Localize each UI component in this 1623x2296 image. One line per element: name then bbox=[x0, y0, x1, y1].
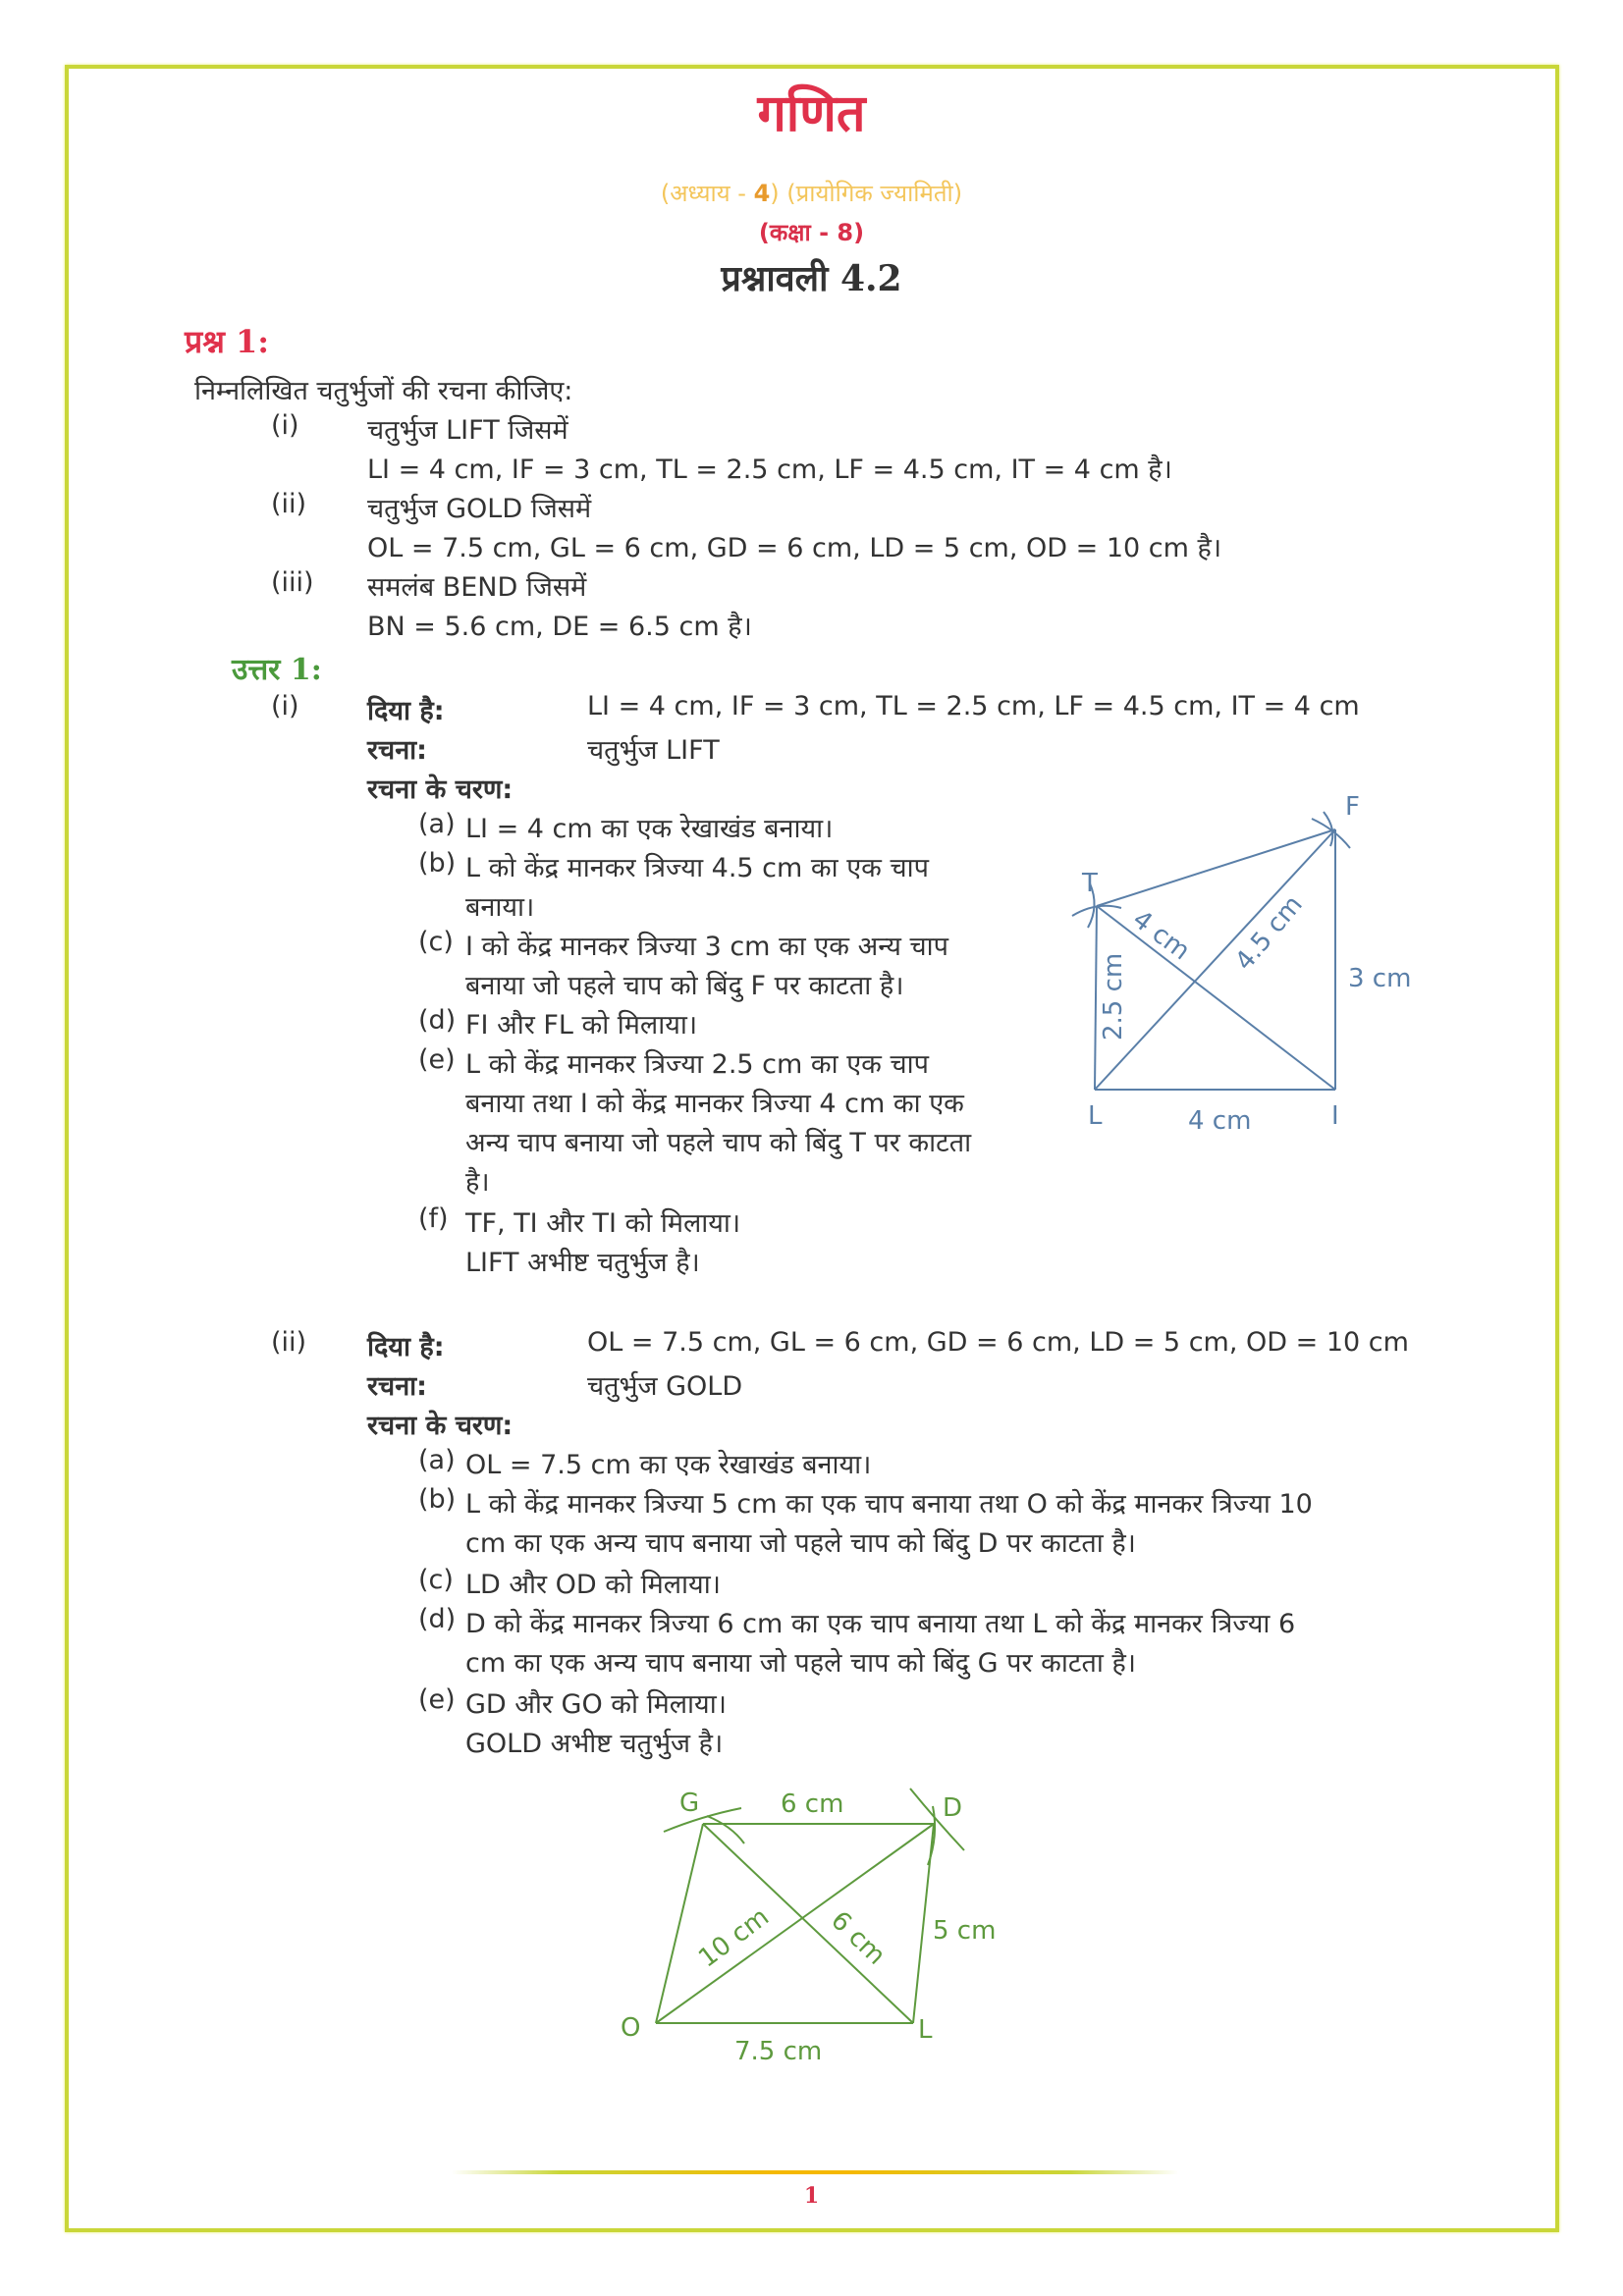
lift-diagram bbox=[1060, 775, 1453, 1168]
step-text: है। bbox=[465, 1167, 490, 1198]
step-id: (e) bbox=[418, 1684, 456, 1715]
step-text: अन्य चाप बनाया जो पहले चाप को बिंदु T पर काटता bbox=[465, 1128, 972, 1158]
point-i: I bbox=[1331, 1101, 1339, 1131]
chapter-title: (प्रायोगिक ज्यामिती) bbox=[779, 180, 963, 207]
question-part-values: BN = 5.6 cm, DE = 6.5 cm है। bbox=[367, 612, 752, 642]
question-part-values: LI = 4 cm, IF = 3 cm, TL = 2.5 cm, LF = 4.5 cm, IT = 4 cm है। bbox=[367, 454, 1172, 485]
construct-value: चतुर्भुज LIFT bbox=[587, 735, 720, 766]
point-g: G bbox=[679, 1789, 700, 1818]
given-label: दिया है: bbox=[367, 1332, 445, 1362]
steps-label: रचना के चरण: bbox=[367, 774, 514, 805]
step-text: I को केंद्र मानकर त्रिज्या 3 cm का एक अन्य चाप bbox=[465, 932, 948, 962]
question-heading: प्रश्न 1: bbox=[185, 323, 270, 360]
construct-value: चतुर्भुज GOLD bbox=[587, 1371, 743, 1402]
step-text: GD और GO को मिलाया। bbox=[465, 1689, 727, 1720]
step-id: (b) bbox=[418, 848, 457, 879]
step-id: (f) bbox=[418, 1203, 449, 1234]
step-text: TF, TI और TI को मिलाया। bbox=[465, 1208, 741, 1239]
label-gd: 6 cm bbox=[781, 1789, 844, 1819]
label-ti: 4 cm bbox=[1126, 904, 1196, 967]
step-text: L को केंद्र मानकर त्रिज्या 2.5 cm का एक चाप bbox=[465, 1049, 929, 1080]
step-id: (a) bbox=[418, 1445, 456, 1475]
arc-g2 bbox=[707, 1816, 744, 1843]
step-text: बनाया। bbox=[465, 892, 535, 923]
label-gl: 6 cm bbox=[825, 1905, 892, 1971]
chapter-line bbox=[0, 177, 1623, 209]
step-text: D को केंद्र मानकर त्रिज्या 6 cm का एक चाप बनाया तथा L को केंद्र मानकर त्रिज्या 6 bbox=[465, 1609, 1296, 1639]
step-id: (d) bbox=[418, 1604, 457, 1634]
answer-part-num: (i) bbox=[271, 691, 299, 721]
point-f: F bbox=[1345, 792, 1360, 822]
label-lt: 2.5 cm bbox=[1099, 952, 1128, 1041]
chapter-close: ) bbox=[770, 180, 780, 207]
question-part-title: चतुर्भुज LIFT जिसमें bbox=[367, 415, 568, 446]
diagonal-ti bbox=[1097, 906, 1335, 1090]
given-values: LI = 4 cm, IF = 3 cm, TL = 2.5 cm, LF = 4.5 cm, IT = 4 cm bbox=[587, 691, 1360, 721]
question-part-values: OL = 7.5 cm, GL = 6 cm, GD = 6 cm, LD = 5 cm, OD = 10 cm है। bbox=[367, 533, 1222, 563]
step-id: (e) bbox=[418, 1044, 456, 1075]
question-part-title: समलंब BEND जिसमें bbox=[367, 572, 587, 603]
page-number: 1 bbox=[803, 2183, 820, 2209]
step-text: LIFT अभीष्ट चतुर्भुज है। bbox=[465, 1248, 700, 1278]
class-label: (कक्षा - 8) bbox=[758, 219, 865, 246]
label-ld: 5 cm bbox=[933, 1916, 997, 1946]
step-text: L को केंद्र मानकर त्रिज्या 4.5 cm का एक चाप bbox=[465, 853, 929, 883]
footer-divider bbox=[452, 2170, 1178, 2174]
label-od: 10 cm bbox=[693, 1901, 775, 1974]
label-ol: 7.5 cm bbox=[734, 2037, 823, 2066]
point-t: T bbox=[1082, 869, 1098, 898]
step-id: (b) bbox=[418, 1484, 457, 1515]
steps-label: रचना के चरण: bbox=[367, 1411, 514, 1441]
step-id: (c) bbox=[418, 1565, 454, 1595]
question-part-num: (i) bbox=[271, 410, 299, 441]
given-label: दिया है: bbox=[367, 696, 445, 726]
point-l: L bbox=[918, 2015, 933, 2045]
given-values: OL = 7.5 cm, GL = 6 cm, GD = 6 cm, LD = 5 cm, OD = 10 cm bbox=[587, 1327, 1409, 1358]
exercise-title: प्रश्नावली 4.2 bbox=[721, 258, 902, 299]
step-id: (a) bbox=[418, 809, 456, 839]
step-id: (c) bbox=[418, 927, 454, 957]
step-text: GOLD अभीष्ट चतुर्भुज है। bbox=[465, 1729, 724, 1759]
point-o: O bbox=[621, 2013, 641, 2043]
chapter-number: 4 bbox=[753, 180, 771, 207]
subject-title: गणित bbox=[757, 84, 866, 143]
construct-label: रचना: bbox=[367, 1371, 427, 1402]
construct-label: रचना: bbox=[367, 735, 427, 766]
gold-diagram bbox=[609, 1767, 1021, 2081]
step-text: बनाया तथा I को केंद्र मानकर त्रिज्या 4 cm का एक bbox=[465, 1089, 964, 1119]
label-li: 4 cm bbox=[1188, 1106, 1252, 1136]
step-text: बनाया जो पहले चाप को बिंदु F पर काटता है। bbox=[465, 971, 904, 1001]
step-text: LD और OD को मिलाया। bbox=[465, 1570, 721, 1600]
question-part-title: चतुर्भुज GOLD जिसमें bbox=[367, 494, 592, 524]
step-text: OL = 7.5 cm का एक रेखाखंड बनाया। bbox=[465, 1450, 872, 1480]
step-text: L को केंद्र मानकर त्रिज्या 5 cm का एक चाप बनाया तथा O को केंद्र मानकर त्रिज्या 10 bbox=[465, 1489, 1313, 1520]
point-d: D bbox=[943, 1793, 963, 1823]
answer-heading: उत्तर 1: bbox=[232, 653, 322, 687]
question-part-num: (ii) bbox=[271, 489, 307, 519]
answer-part-num: (ii) bbox=[271, 1327, 307, 1358]
step-text: cm का एक अन्य चाप बनाया जो पहले चाप को बिंदु G पर काटता है। bbox=[465, 1648, 1137, 1679]
step-text: cm का एक अन्य चाप बनाया जो पहले चाप को बिंदु D पर काटता है। bbox=[465, 1528, 1136, 1559]
chapter-open: (अध्याय - bbox=[660, 180, 754, 207]
step-text: LI = 4 cm का एक रेखाखंड बनाया। bbox=[465, 814, 834, 844]
label-lf: 4.5 cm bbox=[1229, 889, 1309, 977]
step-text: FI और FL को मिलाया। bbox=[465, 1010, 698, 1041]
label-if: 3 cm bbox=[1348, 964, 1412, 993]
segment-lt bbox=[1095, 906, 1097, 1090]
step-id: (d) bbox=[418, 1005, 457, 1036]
question-part-num: (iii) bbox=[271, 567, 314, 598]
diagonal-od bbox=[656, 1824, 934, 2023]
question-prompt: निम्नलिखित चतुर्भुजों की रचना कीजिए: bbox=[194, 376, 573, 406]
point-l: L bbox=[1088, 1101, 1103, 1131]
